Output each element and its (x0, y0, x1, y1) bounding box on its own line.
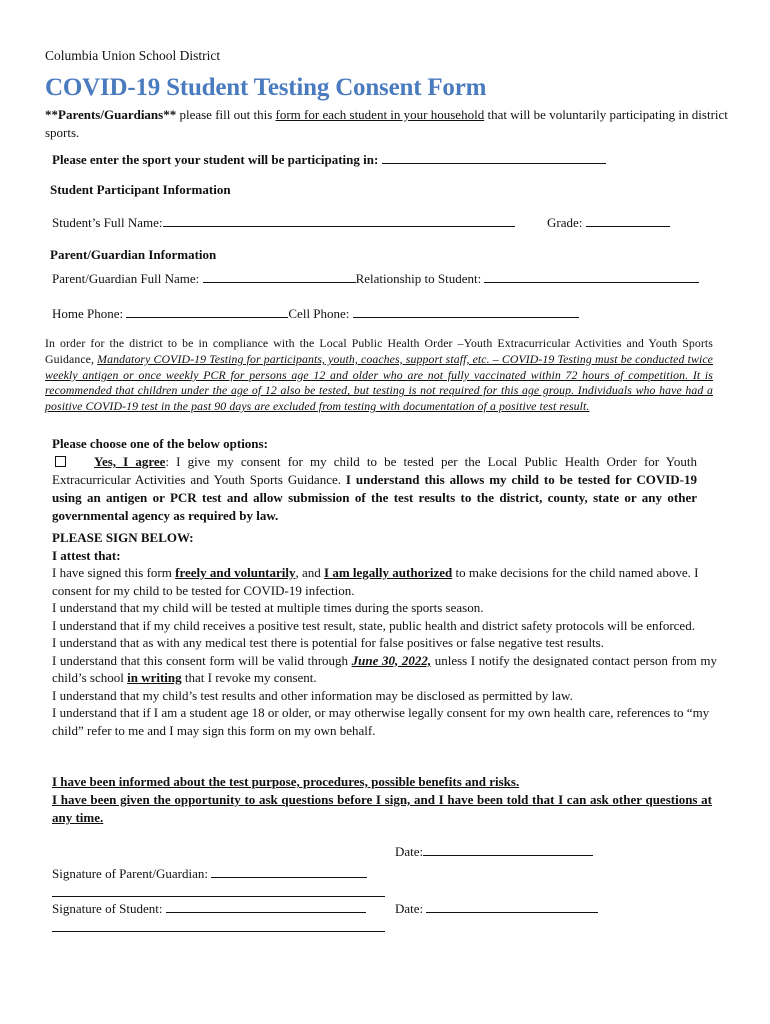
options-heading: Please choose one of the below options: (52, 436, 268, 451)
attest-item: I understand that if my child receives a positive test result, state, public health and district safety protocols will be enforced. (52, 617, 695, 633)
relationship-field[interactable] (484, 271, 699, 283)
agree-option (52, 453, 697, 525)
grade-field[interactable] (586, 215, 670, 227)
date-label: Date: (395, 844, 424, 859)
consent-options (52, 435, 697, 525)
attest-emphasis: in writing (127, 670, 182, 685)
cell-phone-field[interactable] (353, 306, 579, 318)
attest-item (52, 652, 717, 687)
intro-text-2: that will be voluntarily participating in district sports. (45, 107, 728, 140)
date-field-1[interactable] (423, 844, 593, 856)
intro-underlined-text: form for each student in your household (275, 107, 485, 122)
student-signature-label: Signature of Student: (52, 901, 163, 916)
date-row-2 (395, 900, 598, 918)
agree-text: : I give my consent for my child to be tested per the Local Public Health Order for Youth Extracurricular Activities and Youth Sports Guidance. (52, 454, 697, 487)
informed-statement-1: I have been informed about the test purpose, procedures, possible benefits and risks. (52, 774, 520, 789)
attest-emphasis: freely and voluntarily (175, 565, 296, 580)
date-field-2[interactable] (426, 901, 598, 913)
attest-item: I understand that as with any medical test there is potential for false positives or false negative test results. (52, 635, 604, 650)
parent-name-row (52, 270, 699, 288)
intro-parents-label: **Parents/Guardians** (45, 107, 177, 122)
parent-signature-short-field[interactable] (211, 866, 367, 878)
attest-emphasis: I am legally authorized (324, 565, 453, 580)
parent-signature-line[interactable] (52, 896, 385, 897)
compliance-notice (45, 336, 713, 415)
attest-valid-date: June 30, 2022, (351, 652, 432, 668)
home-phone-field[interactable] (126, 306, 288, 318)
student-name-row (52, 214, 515, 232)
relationship-label: Relationship to Student: (355, 271, 482, 286)
home-phone-label: Home Phone: (52, 306, 124, 321)
attestation-section (52, 529, 717, 739)
sign-heading: PLEASE SIGN BELOW: (52, 530, 194, 545)
attest-text: unless I notify the designated contact person from my child’s school (52, 652, 717, 685)
attest-heading: I attest that: (52, 547, 121, 563)
parent-name-field[interactable] (203, 271, 356, 283)
attest-item: I understand that my child will be tested at multiple times during the sports season. (52, 600, 484, 615)
parent-name-label: Parent/Guardian Full Name: (52, 271, 200, 286)
attest-text: , and (295, 565, 325, 580)
attest-text: to make decisions for the child named above. I consent for my child to be tested for COVID-19 infection. (52, 565, 699, 598)
student-info-heading: Student Participant Information (50, 182, 231, 197)
attest-text: I have signed this form (52, 565, 176, 580)
grade-label: Grade: (547, 215, 583, 230)
compliance-italic-text: Mandatory COVID-19 Testing for participants, youth, coaches, support staff, etc. – COVID-19 Testing must be conducted twice weekly antigen or once weekly PCR for persons age 12 and older who are not fully vaccinated within 72 hours of competition. It is recommended that children under the age of 12 also be tested, but testing is not required for this age group. Individuals who have had a positive COVID-19 test in the past 90 days are excluded from testing with documentation of a positive test result. (45, 351, 713, 414)
sport-row (52, 151, 606, 169)
form-title: COVID-19 Student Testing Consent Form (45, 74, 487, 101)
sport-field[interactable] (382, 152, 606, 164)
district-name: Columbia Union School District (45, 48, 221, 63)
student-signature-line[interactable] (52, 931, 385, 932)
informed-statements (52, 773, 712, 827)
date-row-1 (395, 843, 593, 861)
phone-row (52, 305, 579, 323)
parent-signature-row (52, 865, 367, 883)
intro-text (45, 106, 735, 141)
student-signature-short-field[interactable] (166, 901, 366, 913)
attest-item: I understand that if I am a student age 18 or older, or may otherwise legally consent for my own health care, references to “my child” refer to me and I may sign this form on my own behalf. (52, 705, 710, 738)
attest-text: I understand that this consent form will be valid through (52, 652, 352, 668)
agree-label: Yes, I agree (94, 454, 166, 469)
parent-info-heading: Parent/Guardian Information (50, 247, 217, 262)
attest-item: I understand that my child’s test results and other information may be disclosed as permitted by law. (52, 687, 573, 703)
intro-text-1: please fill out this (176, 107, 276, 122)
date-label: Date: (395, 901, 424, 916)
attest-text: that I revoke my consent. (181, 670, 317, 685)
sport-label: Please enter the sport your student will be participating in: (52, 152, 379, 167)
attest-item (52, 564, 717, 599)
agree-checkbox[interactable] (55, 456, 66, 467)
agree-bold-text: I understand this allows my child to be tested for COVID-19 using an antigen or PCR test and allow submission of the test results to the district, county, state or any other governmental agency as required by law. (52, 472, 697, 523)
grade-row (547, 214, 670, 232)
parent-signature-label: Signature of Parent/Guardian: (52, 866, 208, 881)
cell-phone-label: Cell Phone: (288, 306, 350, 321)
informed-statement-2: I have been given the opportunity to ask questions before I sign, and I have been told that I can ask other questions at any time. (52, 792, 712, 825)
student-name-field[interactable] (163, 215, 515, 227)
student-signature-row (52, 900, 366, 918)
student-name-label: Student’s Full Name: (52, 215, 163, 230)
compliance-text: In order for the district to be in compliance with the Local Public Health Order –Youth Extracurricular Activities and Youth Sports Guidance, (45, 336, 713, 366)
